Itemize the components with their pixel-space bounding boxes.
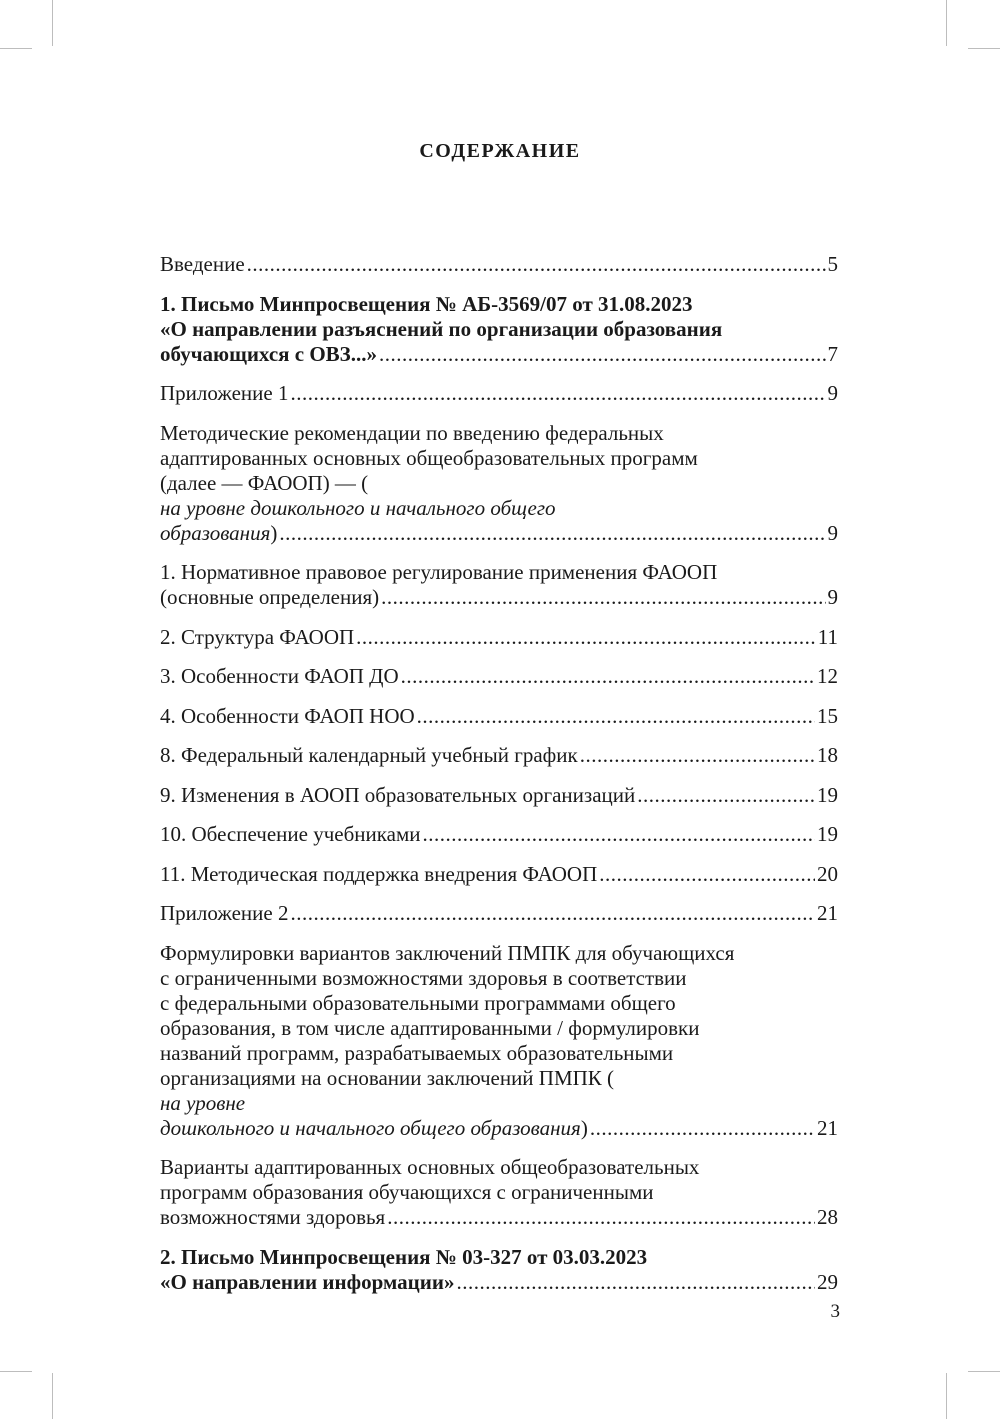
crop-mark [52,0,53,46]
toc-page-number: 12 [817,664,838,688]
toc-entry-title: 2. Структура ФАООП [160,624,355,649]
dot-leader [422,822,815,847]
toc-entry-introduction[interactable] [160,252,838,277]
toc-entry-appendix-2[interactable] [160,901,838,926]
toc-page-number: 21 [817,1115,838,1140]
crop-mark [968,1371,1000,1372]
toc-entry-title: «О направлении информации» [160,1269,455,1294]
toc-entry-appendix-1[interactable] [160,381,838,406]
toc-entry-title [160,521,277,546]
toc-entry-line: с ограниченными возможностями здоровья в соответствии [160,965,687,990]
toc-entry-section-3[interactable] [160,664,838,689]
toc-entry-title: Введение [160,252,245,276]
dot-leader [279,521,825,546]
toc-entry-italic-text: образования [160,520,271,545]
toc-entry-line: Формулировки вариантов заключений ПМПК для обучающихся [160,940,735,965]
toc-entry-text: ) [270,520,278,545]
toc-entry-line: программ образования обучающихся с ограниченными [160,1180,654,1204]
toc-entry-title: Приложение 1 [160,381,289,405]
toc-entry-line: названий программ, разрабатываемых образовательными [160,1040,674,1065]
toc-entry-line: «О направлении разъяснений по организации образования [160,316,723,341]
toc-page-number: 15 [817,703,838,728]
toc-entry-italic-text: на уровне дошкольного и начального общего [160,495,556,520]
toc-page-number: 7 [827,341,838,366]
crop-mark [0,1371,32,1372]
toc-entry-section-10[interactable] [160,822,838,847]
crop-mark [52,1373,53,1419]
toc-entry-section-4[interactable] [160,704,838,729]
toc-entry-line: 1. Нормативное правовое регулирование применения ФАООП [160,560,718,584]
dot-leader [379,342,826,367]
dot-leader [580,743,815,768]
toc-page-number: 19 [817,822,838,846]
toc-page-number: 11 [817,624,838,649]
toc-page-number: 5 [827,252,838,276]
dot-leader [387,1205,815,1230]
dot-leader [247,252,826,277]
dot-leader [356,625,816,650]
dot-leader [290,381,825,406]
crop-mark [968,48,1000,49]
toc-entry-title: 10. Обеспечение учебниками [160,822,421,846]
toc-page-number: 9 [827,585,838,609]
toc-page-number: 9 [827,381,838,405]
dot-leader [290,901,815,926]
toc-entry-letter-2[interactable] [160,1245,838,1295]
toc-entry-title: возможностями здоровья [160,1205,386,1229]
toc-entry-methodical-recommendations[interactable] [160,421,838,546]
toc-entry-section-8[interactable] [160,743,838,768]
toc-entry-text: организациями на основании заключений ПМПК ( [160,1065,615,1090]
page-number: 3 [830,1301,840,1322]
toc-entry-title: (основные определения) [160,585,380,609]
toc-entry-text: (далее — ФАООП) — ( [160,470,369,495]
crop-mark [946,0,947,46]
toc-page-number: 29 [817,1269,838,1294]
toc-page-number: 18 [817,743,838,767]
toc-entry-line [160,1066,838,1116]
toc-entry-title: 8. Федеральный календарный учебный график [160,743,578,767]
toc-page-number: 19 [817,782,838,807]
toc-page-number: 20 [817,861,838,886]
toc-entry-text: ) [580,1115,588,1140]
toc-entry-line: 2. Письмо Минпросвещения № 03-327 от 03.03.2023 [160,1244,648,1269]
toc-entry-line: образования, в том числе адаптированными / формулировки [160,1015,700,1040]
dot-leader [401,664,815,689]
toc-entry-italic-text: дошкольного и начального общего образования [160,1115,581,1140]
toc-entry-title: 9. Изменения в АООП образовательных организаций [160,782,636,807]
toc-entry-line: Варианты адаптированных основных общеобразовательных [160,1155,700,1179]
toc-entry-title: Приложение 2 [160,901,289,925]
dot-leader [637,783,815,808]
toc-entry-line [160,471,838,521]
page-title: СОДЕРЖАНИЕ [419,140,581,162]
toc-page-number: 9 [827,520,838,545]
toc-entry-title: 3. Особенности ФАОП ДО [160,664,399,688]
toc-entry-aoop-variants[interactable] [160,1155,838,1230]
toc-entry-section-9[interactable] [160,783,838,808]
toc-entry-section-2[interactable] [160,625,838,650]
toc-entry-line: Методические рекомендации по введению федеральных [160,420,664,445]
crop-mark [946,1373,947,1419]
dot-leader [381,585,825,610]
toc-entry-title: 4. Особенности ФАОП НОО [160,703,415,728]
toc-entry-line: 1. Письмо Минпросвещения № АБ-3569/07 от 31.08.2023 [160,291,693,316]
dot-leader [599,862,815,887]
toc-entry-italic-text: на уровне [160,1090,246,1115]
toc-entry-pmpk-formulations[interactable] [160,941,838,1141]
toc-entry-letter-1[interactable] [160,292,838,367]
toc-entry-title: 11. Методическая поддержка внедрения ФАООП [160,861,598,886]
dot-leader [590,1116,815,1141]
toc-entry-line: с федеральными образовательными программами общего [160,990,676,1015]
toc-entry-line: адаптированных основных общеобразовательных программ [160,445,698,470]
toc-entry-title [160,1116,588,1141]
dot-leader [456,1270,815,1295]
toc-entry-title: обучающихся с ОВЗ...» [160,341,377,366]
table-of-contents [160,252,838,1309]
dot-leader [417,704,815,729]
crop-mark [0,48,32,49]
toc-entry-section-11[interactable] [160,862,838,887]
toc-entry-section-1[interactable] [160,560,838,610]
toc-page-number: 21 [817,901,838,925]
toc-page-number: 28 [817,1205,838,1229]
